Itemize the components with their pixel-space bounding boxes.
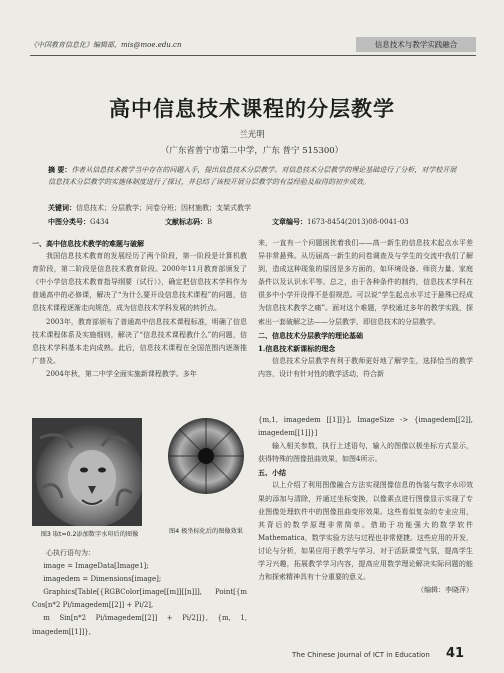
paragraph: 信息技术分层教学有利于教师更好地了解学生，选择恰当的教学内容，设计有针对性的教学活动，符合新 <box>258 356 473 378</box>
keywords-label: 关键词： <box>48 203 76 212</box>
article-id <box>272 217 409 227</box>
doc-code <box>165 217 212 227</box>
paragraph: 输入相关参数，执行上述语句，输入的图像以极坐标方式显示，获得特殊的图像扭曲效果，如图4所示。 <box>258 442 473 464</box>
doc-label: 文献标志码： <box>165 217 207 226</box>
header-rule <box>30 55 476 56</box>
paragraph: 我国信息技术教育的发展经历了两个阶段，第一阶段是计算机教育阶段，第二阶段是信息技术教育阶段。2000年11月教育部颁发了《中小学信息技术教育指导纲要（试行）》，确定把信息技术学科作为普通高中的必修课，解决了“为什么要开设信息技术课程”的问题，信息技术课程逐渐走向规范，成为信息技术学科发展的转折点。 <box>32 252 247 313</box>
paragraph: 2003年，教育部颁布了普通高中信息技术课程标准，明确了信息技术课程体系及实施细则，解决了“信息技术课程教什么”的问题，信息技术学科基本走向成熟。此后，信息技术课程在全国范围内逐渐推广普及。 <box>32 317 247 365</box>
journal-name-footer: The Chinese Journal of ICT in Education <box>292 651 430 659</box>
clc-label: 中图分类号： <box>48 217 90 226</box>
clc-number <box>48 217 109 227</box>
doc-value: B <box>207 218 213 226</box>
right-column <box>258 237 473 381</box>
left-column-lower <box>32 547 247 639</box>
id-value: 1673-8454(2013)08-0041-03 <box>307 218 409 226</box>
code-line: Graphics[Table[{RGBColor[image[[m]][[n]]], Point[{m Cos[n*2 Pi/imagedem[[2]] + Pi/2], <box>32 588 247 610</box>
article-title: 高中信息技术课程的分层教学 <box>109 96 395 121</box>
figure-3-caption: 图3 取t=0.2添加数字水印后的图像 <box>40 531 139 538</box>
code-line: m Sin[n*2 Pi/imagedem[[2]] + Pi/2]]}, {m, 1, imagedem[[1]]}, <box>32 614 247 636</box>
abstract-text: 作者从信息技术教学当中存在的问题入手，提出信息技术分层教学。对信息技术分层教学的理论基础进行了分析，对学校开展信息技术分层教学的实施体制度进行了探讨，并总结了该校开展分层教学的有益经验及取得的初步成效。 <box>48 166 457 186</box>
editor-note: （编辑：李晓萍） <box>417 586 473 595</box>
section-heading: 二、信息技术分层教学的理论基础 <box>258 330 363 340</box>
left-column <box>32 237 247 381</box>
clc-value: G434 <box>90 218 109 226</box>
code-line: {m,1, imagedem [[1]]}], ImageSize -> {imagedem[[2]], imagedem[[1]]}] <box>258 416 473 438</box>
paragraph: 心执行语句为： <box>46 549 95 557</box>
paragraph: 2004年秋，第二中学全面实施新课程教学。多年 <box>46 369 197 378</box>
section-heading: 五、小结 <box>258 468 286 478</box>
right-column-lower <box>258 414 473 597</box>
section-banner: 信息技术与教学实践融合 <box>356 37 476 52</box>
figure-3-lion-image <box>32 418 142 526</box>
page-number: 41 <box>446 646 465 661</box>
paragraph: 来，一直有一个问题困扰着我们——高一新生的信息技术起点水平差异非常悬殊。从历届高一新生的问卷调查及与学生的交流中我们了解到，造成这种现象的原因是多方面的，如环境设备、师资力量、家庭条件以及认识水平等。总之，由于各种条件的制约，信息技术学科在很多中小学开设得不是很规范。可以说“学生起点水平过于悬殊已经成为信息技术教学之痛”。面对这个难题，学校通过多年的教学实践，探索出一套破解之法——分层教学，即信息技术的分层教学。 <box>258 239 473 326</box>
figure-4-caption: 图4 极坐标化后的图像效果 <box>169 528 243 535</box>
journal-header: 《中国教育信息化》编辑部，mis@moe.edu.cn <box>30 41 182 49</box>
abstract-label: 摘 要： <box>48 165 72 174</box>
code-line: imagedem = Dimensions[image]; <box>43 575 162 584</box>
paragraph: 以上介绍了利用图像融合方法实现图像信息的伪装与数字水印效果的添加与清除，并通过坐标变换，以像素点进行图像显示实现了专业图像处理软件中的图像扭曲变形效果。这些看似复杂的专业应用，其背后的数学原理非常简单。借助于功能强大的数学软件Mathematica，数学实验方法与过程也非常便捷。这些应用的开发，讨论与分析，如果应用于教学与学习，对于活跃课堂气氛，提高学生学习兴趣，拓展教学学习内容，提高应用数学理论解决实际问题的能力和探索精神具有十分重要的意义。 <box>258 481 473 582</box>
article-author: 兰光明 <box>239 130 265 140</box>
keywords <box>48 203 251 213</box>
article-affiliation: （广东省普宁市第二中学，广东 普宁 515300） <box>160 146 344 156</box>
abstract <box>48 164 458 188</box>
id-label: 文章编号： <box>272 217 307 226</box>
keywords-text: 信息技术；分层教学；问卷分班；因材施教；支架式教学 <box>76 204 251 212</box>
figure-4-polar-image <box>165 416 247 496</box>
section-heading: 一、高中信息技术教学的难题与破解 <box>32 239 144 248</box>
subsection-heading: 1.信息技术新课标的理念 <box>258 343 336 353</box>
code-line: image = ImageData[Image1]; <box>43 562 149 571</box>
